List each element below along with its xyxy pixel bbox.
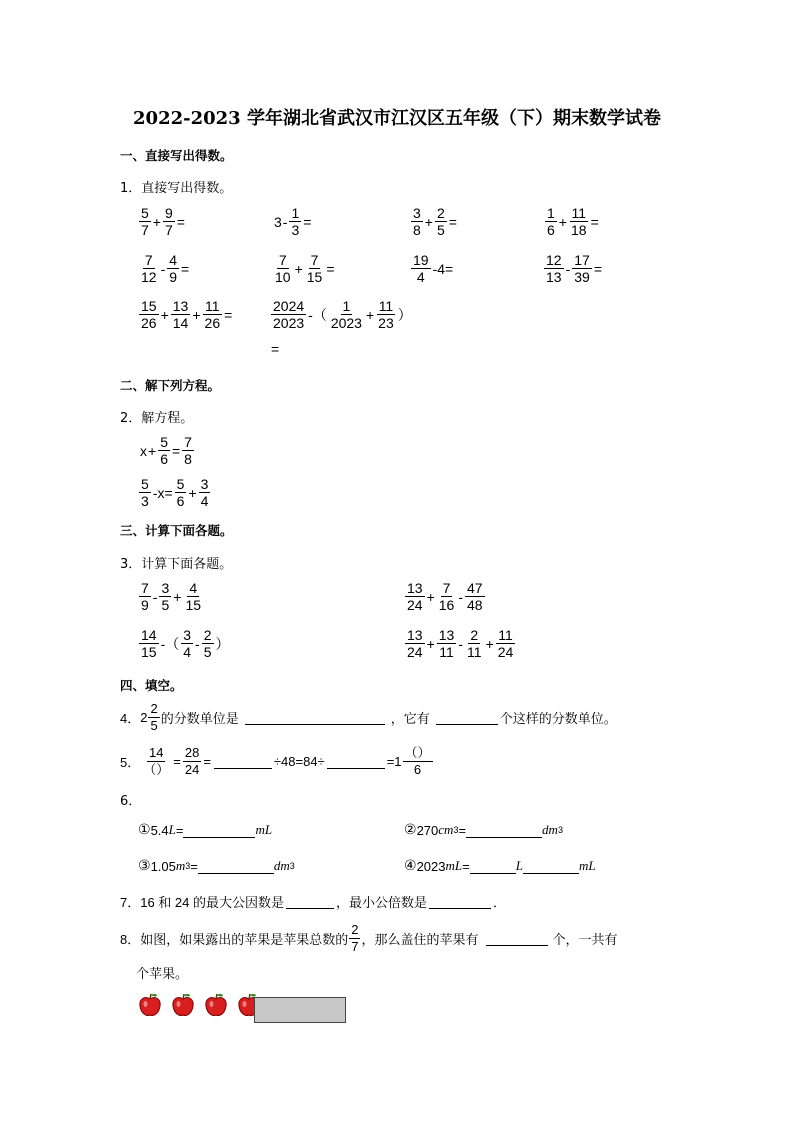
question-5: 5． 14 （） = $\frac{28}{24}$ = ÷48=84÷ =1 （） 6 — [120, 745, 431, 777]
q2-equation-2: 5 3 -x= $\frac{5}{6}$ + $\frac{3}{4}$ — [141, 476, 209, 509]
q3-calc-4: 13 24 + $\frac{13}{11}$ - 2 11 + $\frac{11}{24}$ — [407, 627, 514, 660]
answer-blank[interactable] — [436, 710, 498, 725]
question-4: 4． 2 2 5 的分数单位是 ，它有 个这样的分数单位。 — [120, 701, 617, 733]
answer-blank[interactable] — [470, 859, 516, 874]
answer-blank[interactable] — [466, 823, 542, 838]
q6-item-2: ② 270 cm 3 = dm 3 — [404, 822, 563, 838]
q1-expr-5: 7 12 - $\frac{4}{9}$ = — [141, 252, 190, 285]
question-6-label: 6． — [120, 794, 142, 809]
apple-icon — [138, 992, 162, 1018]
section-heading-4: 四、填空。 — [120, 678, 183, 693]
q1-expr-2: 3 - $\frac{1}{3}$ = — [274, 205, 312, 238]
answer-blank[interactable] — [429, 894, 491, 909]
question-7: 7．16 和 24 的最大公因数是 ，最小公倍数是 ． — [120, 895, 507, 910]
answer-blank[interactable] — [214, 754, 272, 769]
question-8-continued: 个苹果。 — [136, 967, 189, 982]
q6-item-4: ④ 2023 mL = L mL — [404, 858, 596, 874]
page-title: 2022-2023 学年湖北省武汉市江汉区五年级（下）期末数学试卷 — [133, 108, 661, 129]
answer-blank[interactable] — [245, 710, 385, 725]
section-heading-3: 三、计算下面各题。 — [120, 523, 233, 538]
q1-expr-6: 7 10 + $\frac{7}{15}$ = — [275, 252, 335, 285]
answer-blank[interactable] — [486, 931, 548, 946]
question-3-label: 3．计算下面各题。 — [120, 557, 233, 572]
answer-blank[interactable] — [327, 754, 385, 769]
answer-blank[interactable] — [286, 894, 334, 909]
q1-expr-3: 3 8 + $\frac{2}{5}$ = — [413, 205, 457, 238]
q1-expr-4: 1 6 + $\frac{11}{18}$ = — [547, 205, 599, 238]
q3-calc-3: 14 15 -（ 3 4 - 2 5 ） — [141, 627, 230, 660]
apple-icon — [171, 992, 195, 1018]
q1-expr-9: 15 26 + $\frac{13}{14}$ + $\frac{11}{26}$ = — [141, 298, 233, 331]
section-heading-2: 二、解下列方程。 — [120, 378, 221, 393]
apple-figure — [138, 992, 265, 1022]
q3-calc-1: 7 9 - 3 5 + $\frac{4}{15}$ — [141, 580, 202, 613]
q6-item-3: ③ 1.05 m 3 = dm 3 — [138, 858, 295, 874]
answer-blank[interactable] — [198, 859, 274, 874]
q1-expr-8: 12 13 - $\frac{17}{39}$ = — [546, 252, 603, 285]
q1-expr-10-equals: = — [271, 341, 280, 357]
q6-item-1: ① 5.4 L = mL — [138, 822, 273, 838]
q1-expr-1: 5 7 + $\frac{9}{7}$ = — [141, 205, 185, 238]
q1-expr-7: 19 4 -4= — [413, 252, 454, 285]
answer-blank[interactable] — [183, 823, 255, 838]
covering-box — [254, 997, 346, 1023]
section-heading-1: 一、直接写出得数。 — [120, 148, 233, 163]
question-8: 8．如图，如果露出的苹果是苹果总数的 2 7 ，那么盖住的苹果有 个，一共有 — [120, 922, 618, 954]
apple-icon — [204, 992, 228, 1018]
question-1-label: 1．直接写出得数。 — [120, 181, 233, 196]
question-2-label: 2．解方程。 — [120, 411, 194, 426]
q2-equation-1: x + $\frac{5}{6}$ = $\frac{7}{8}$ — [140, 434, 192, 467]
q3-calc-2: 13 24 + $\frac{7}{16}$ - 47 48 — [407, 580, 483, 613]
q1-expr-10: 2024 2023 -（ 1 2023 + $\frac{11}{23}$ ） — [273, 298, 412, 331]
answer-blank[interactable] — [523, 859, 579, 874]
